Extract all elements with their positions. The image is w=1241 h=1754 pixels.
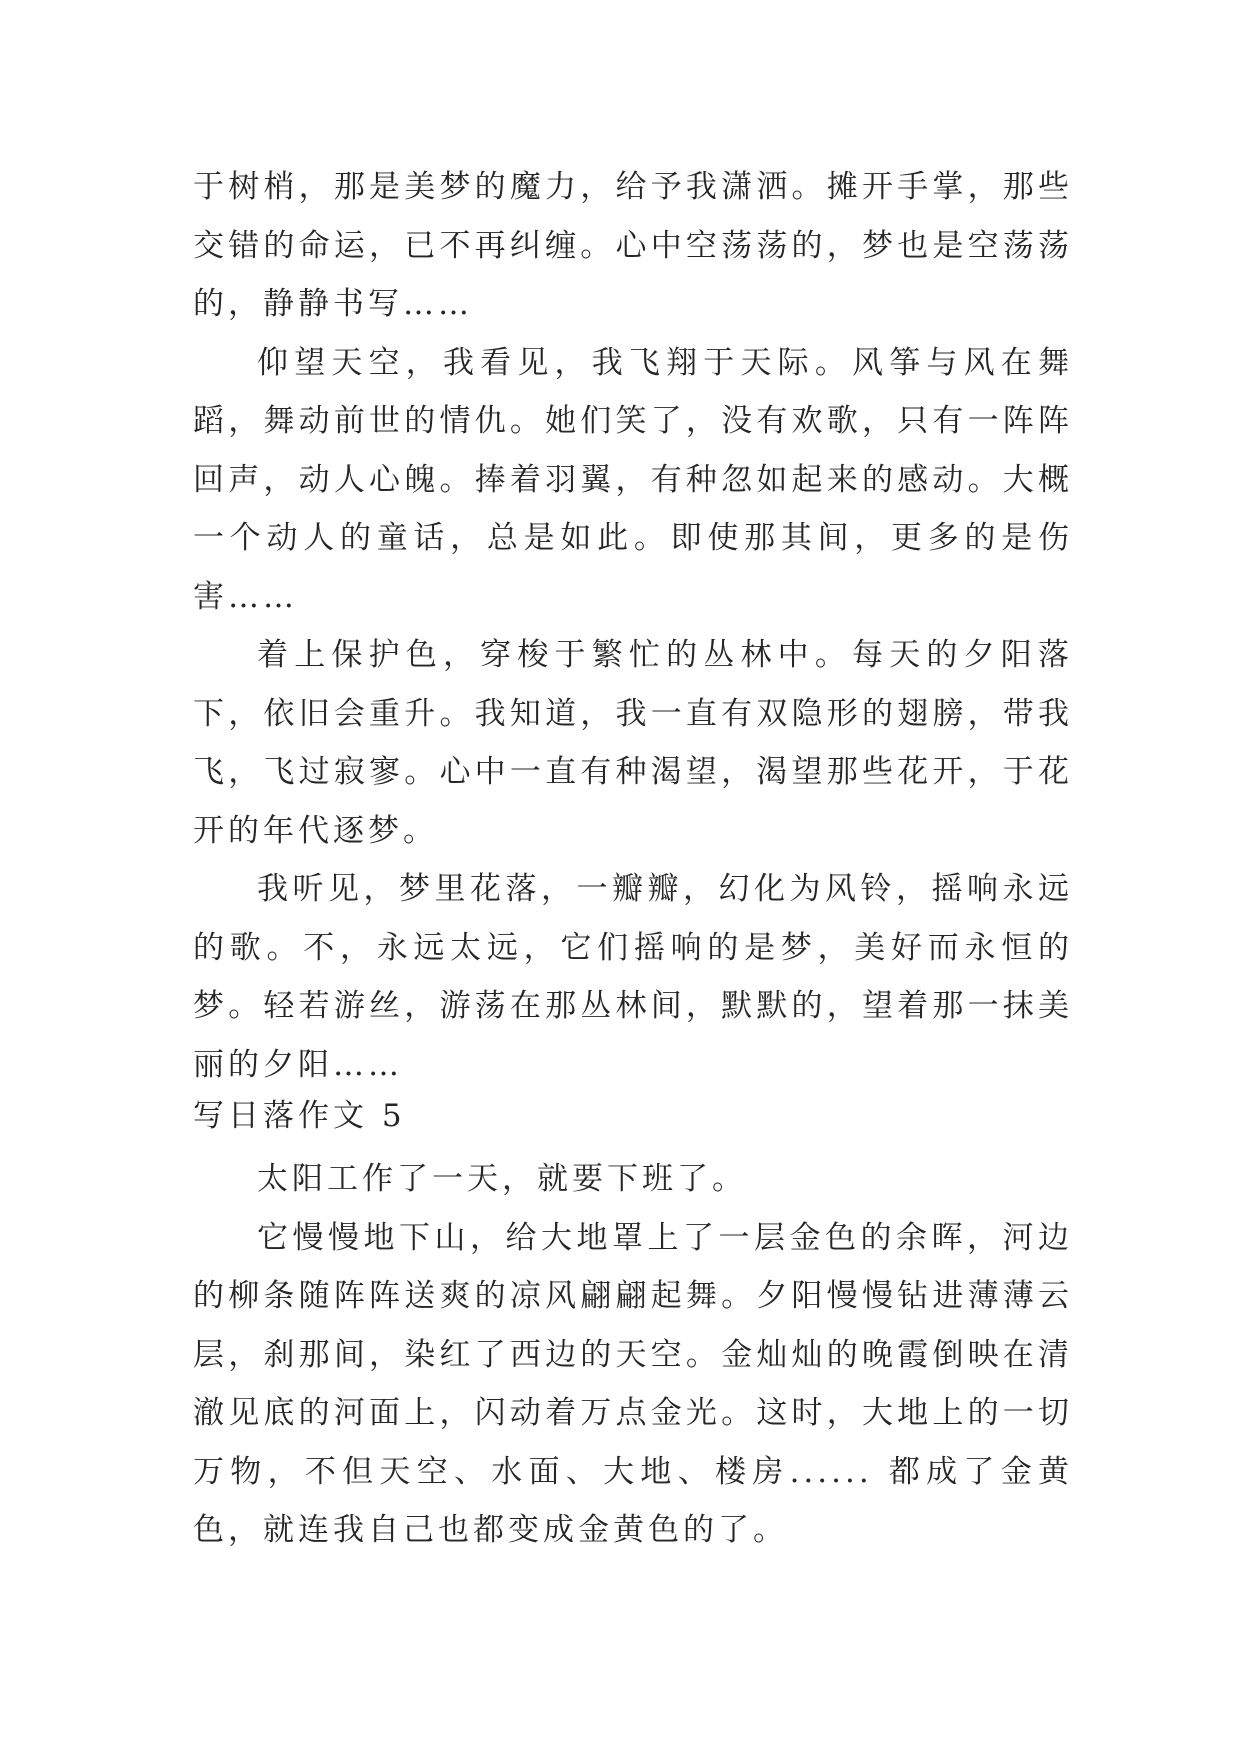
paragraph: 太阳工作了一天，就要下班了。 — [257, 1161, 747, 1197]
paragraph: 仰望天空，我看见，我飞翔于天际。风筝与风在舞蹈，舞动前世的情仇。她们笑了，没有欢歌，只有一阵阵回声，动人心魄。捧着羽翼，有种忽如起来的感动。大概一个动人的童话，总是如此。即使那其间，更多的是伤害…… — [193, 344, 1073, 615]
paragraph: 着上保护色，穿梭于繁忙的丛林中。每天的夕阳落下，依旧会重升。我知道，我一直有双隐形的翅膀，带我飞，飞过寂寥。心中一直有种渴望，渴望那些花开，于花开的年代逐梦。 — [193, 637, 1073, 849]
paragraph-continued: 于树梢，那是美梦的魔力，给予我潇洒。摊开手掌，那些交错的命运，已不再纠缠。心中空荡荡的，梦也是空荡荡的，静静书写…… — [193, 169, 1073, 322]
paragraph: 我听见，梦里花落，一瓣瓣，幻化为风铃，摇响永远的歌。不，永远太远，它们摇响的是梦，美好而永恒的梦。轻若游丝，游荡在那丛林间，默默的，望着那一抹美丽的夕阳…… — [193, 871, 1073, 1083]
paragraph: 它慢慢地下山，给大地罩上了一层金色的余晖，河边的柳条随阵阵送爽的凉风翩翩起舞。夕阳慢慢钻进薄薄云层，刹那间，染红了西边的天空。金灿灿的晚霞倒映在清澈见底的河面上，闪动着万点金光。这时，大地上的一切万物，不但天空、水面、大地、楼房...... 都成了金黄色，就连我自己也都变成金黄色的了。 — [193, 1219, 1073, 1548]
section-title: 写日落作文 5 — [193, 1098, 406, 1134]
essay-continuation — [193, 158, 1073, 1094]
essay-body — [193, 1150, 1073, 1560]
